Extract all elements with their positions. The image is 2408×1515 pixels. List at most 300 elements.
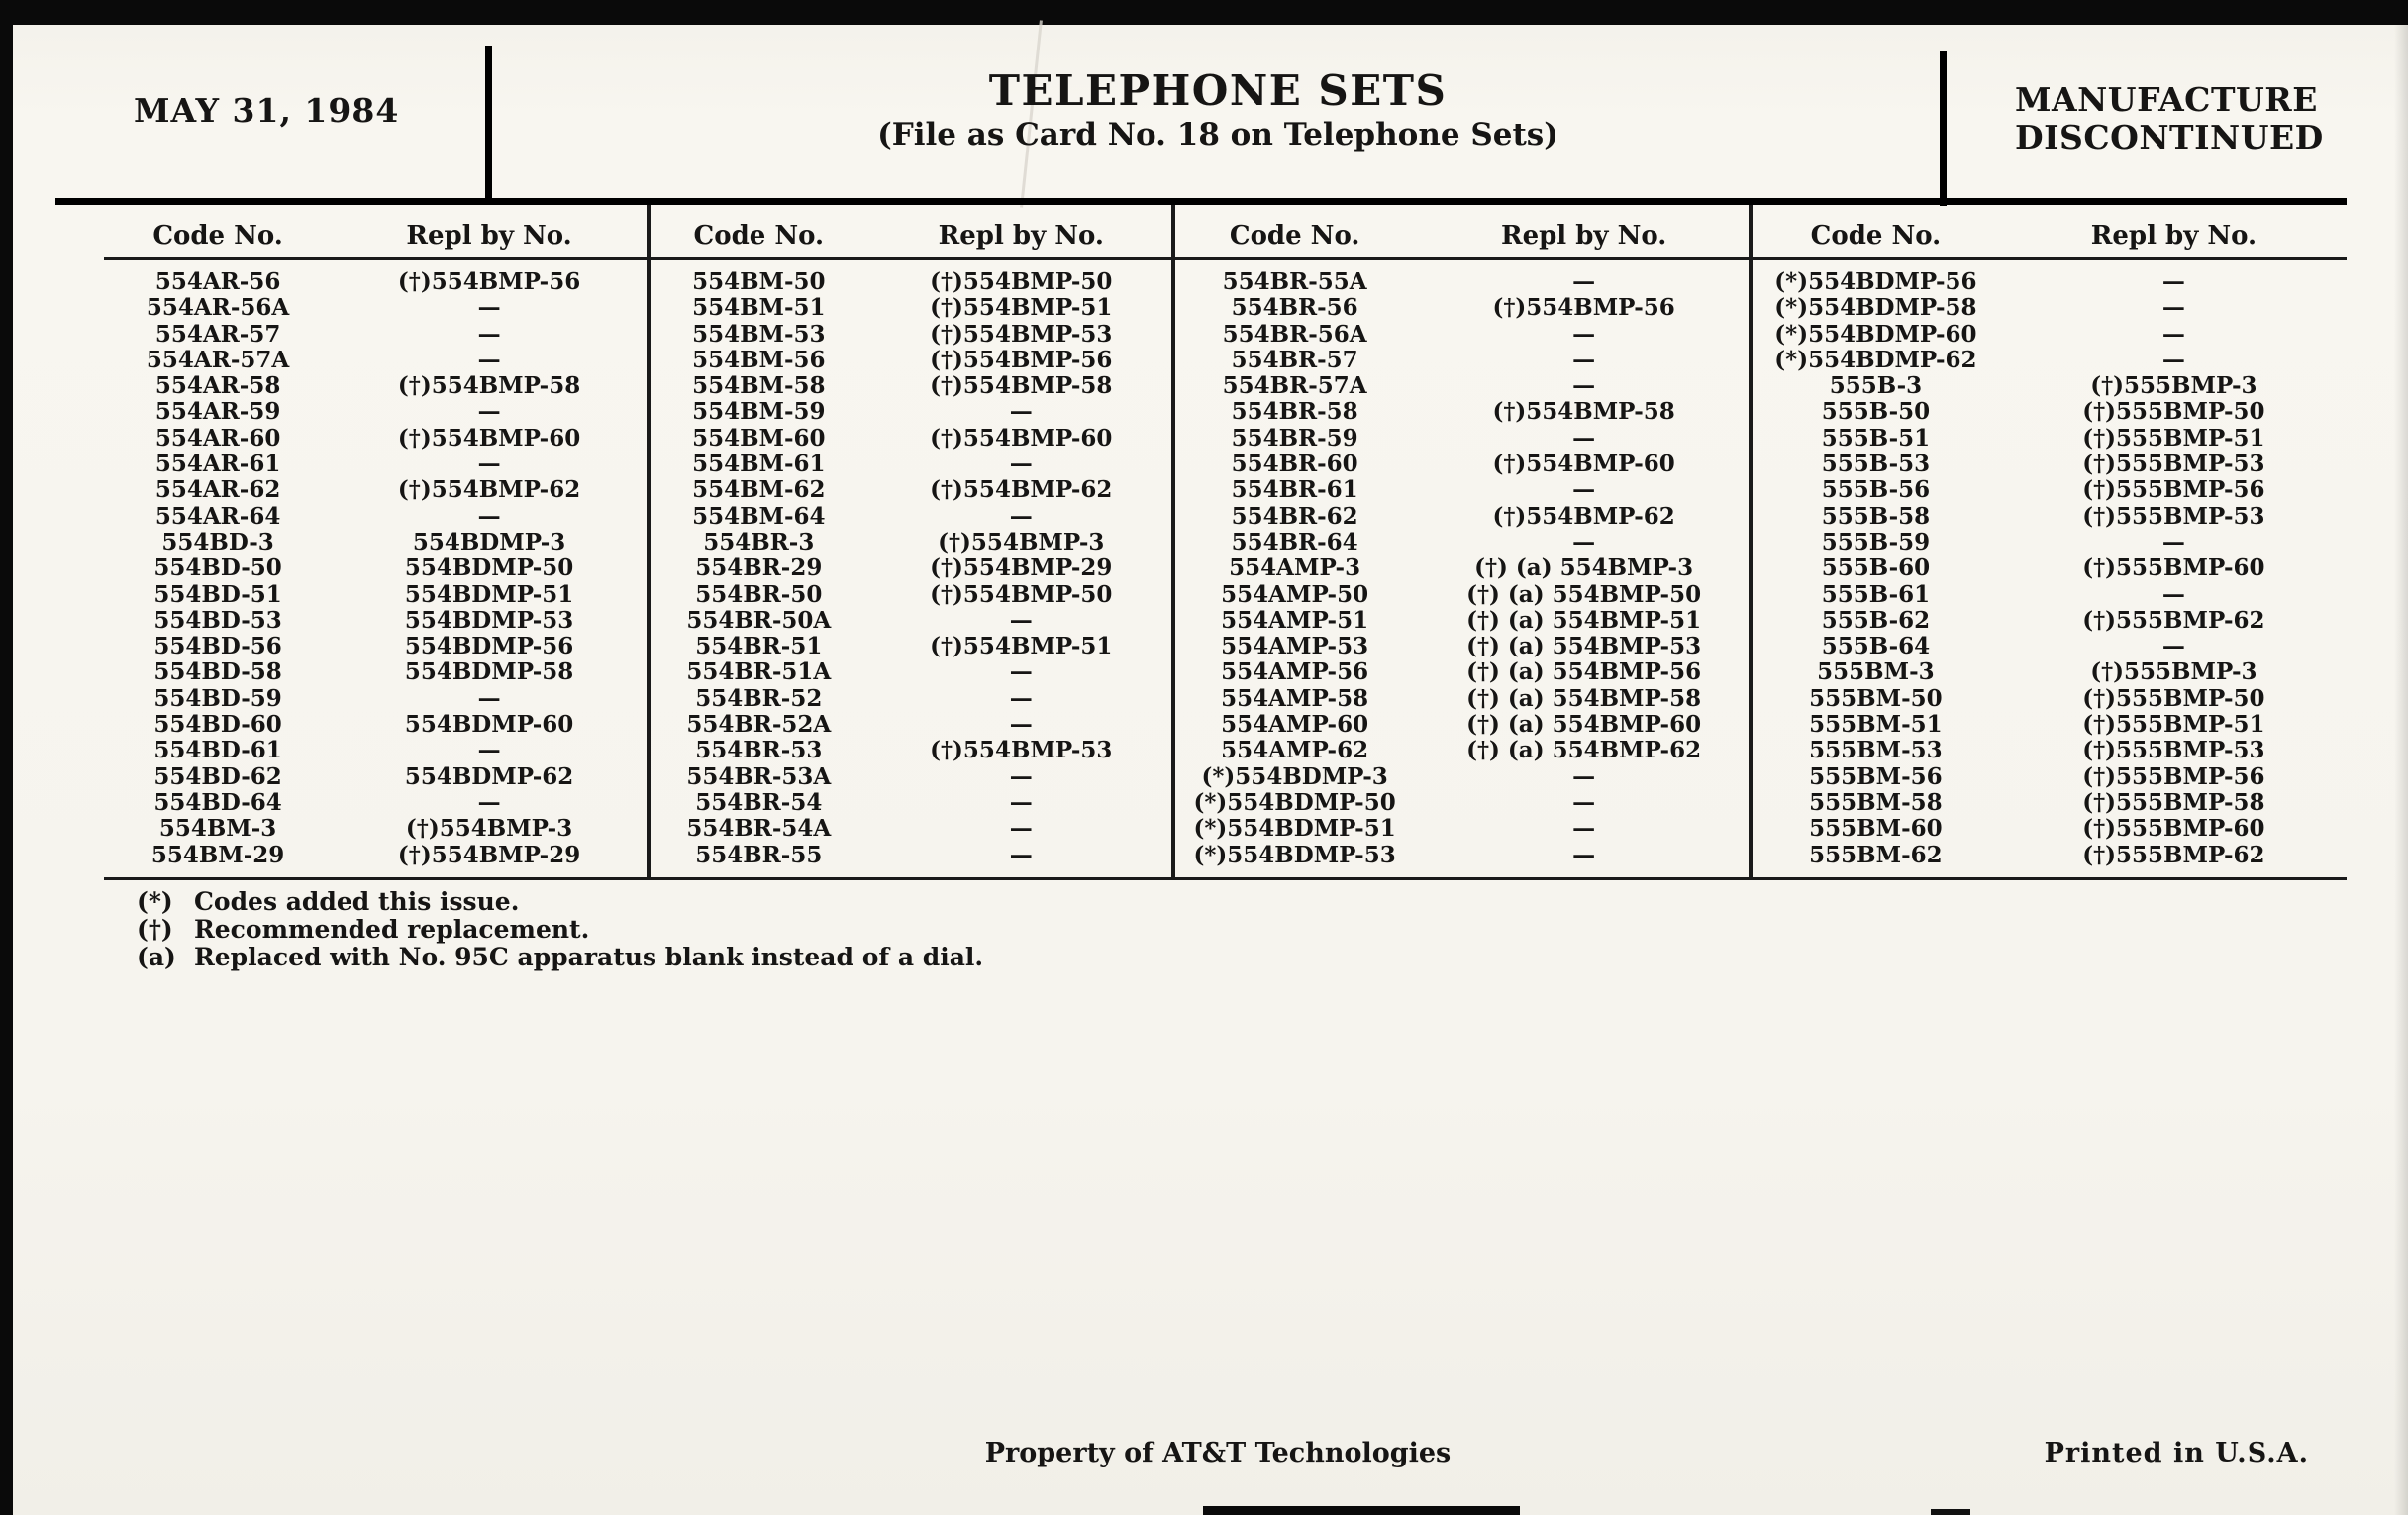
repl-cell: (†)554BMP-56: [1492, 294, 1675, 322]
status-line-2: DISCONTINUED: [2015, 117, 2324, 156]
table-row: [1751, 322, 2347, 348]
code-cell: 555BM-56: [1809, 762, 1943, 790]
code-cell: 554BD-56: [153, 633, 282, 660]
table-row: [649, 373, 1173, 399]
repl-cell: —: [477, 451, 501, 478]
code-cell: (*)554BDMP-53: [1193, 841, 1396, 868]
table-row: [1751, 452, 2347, 477]
table-row: [649, 556, 1173, 581]
repl-cell: 554BDMP-3: [412, 528, 566, 556]
repl-cell: —: [2161, 528, 2185, 556]
page-subtitle: (File as Card No. 18 on Telephone Sets): [877, 117, 1558, 153]
repl-cell: —: [2161, 580, 2185, 608]
table-row: [104, 582, 647, 608]
repl-cell: (†)555BMP-60: [2082, 815, 2265, 843]
code-cell: 554BM-56: [692, 346, 826, 373]
table-row: [1173, 764, 1752, 790]
code-cell: 555B-58: [1821, 502, 1931, 530]
code-cell: 555B-51: [1821, 424, 1931, 452]
table-row: [104, 843, 647, 868]
repl-cell: (†)554BMP-29: [930, 555, 1113, 582]
repl-cell: —: [1009, 502, 1033, 530]
repl-cell: —: [1009, 815, 1033, 843]
code-cell: 554AR-58: [154, 372, 281, 400]
table-row: [104, 426, 647, 452]
code-cell: 555B-64: [1821, 633, 1931, 660]
code-cell: 554AMP-58: [1221, 684, 1369, 712]
repl-cell: (†)554BMP-62: [930, 476, 1113, 504]
table-row: [1173, 843, 1752, 868]
repl-cell: —: [1572, 841, 1596, 868]
code-cell: 554AR-57: [154, 320, 281, 348]
repl-cell: (†) (a) 554BMP-3: [1474, 555, 1694, 582]
code-cell: 554BR-53A: [686, 762, 832, 790]
footnote-marker: (a): [137, 943, 176, 971]
table-row: [1751, 477, 2347, 503]
code-cell: 554BR-57A: [1222, 372, 1367, 400]
repl-cell: 554BDMP-50: [404, 555, 574, 582]
repl-cell: (†) (a) 554BMP-51: [1466, 606, 1702, 634]
repl-cell: —: [1572, 788, 1596, 816]
code-cell: 554AMP-56: [1221, 658, 1369, 686]
code-cell: 554BR-56A: [1222, 320, 1367, 348]
repl-cell: (†)554BMP-51: [930, 633, 1113, 660]
code-cell: 554AMP-3: [1229, 555, 1361, 582]
table-row: [104, 477, 647, 503]
code-cell: 554BM-29: [150, 841, 285, 868]
repl-cell: (†)555BMP-53: [2082, 451, 2265, 478]
repl-cell: (†)555BMP-3: [2090, 372, 2258, 400]
repl-cell: (†)554BMP-53: [930, 737, 1113, 764]
footnotes: [137, 888, 983, 971]
repl-cell: (†)554BMP-3: [938, 528, 1105, 556]
code-cell: 554BR-29: [695, 555, 823, 582]
status-line-1: MANUFACTURE: [2015, 80, 2318, 119]
table-row: [104, 322, 647, 348]
table-row: [1751, 269, 2347, 295]
table-row: [1751, 348, 2347, 373]
code-cell: 554BD-60: [153, 711, 282, 739]
table-row: [1751, 634, 2347, 659]
repl-cell: (†)554BMP-62: [1492, 502, 1675, 530]
table-row: [1751, 816, 2347, 842]
table-row: [1751, 582, 2347, 608]
table-row: [1173, 269, 1752, 295]
code-cell: 554BR-55A: [1222, 268, 1367, 295]
table-row: [104, 452, 647, 477]
code-cell: (*)554BDMP-62: [1774, 346, 1977, 373]
table-group-body: [1751, 269, 2347, 868]
repl-cell: (†) (a) 554BMP-58: [1466, 684, 1702, 712]
code-cell: 554BM-3: [158, 815, 277, 843]
table-group-body: [649, 269, 1173, 868]
table-group-header: [104, 214, 647, 257]
code-cell: (*)554BDMP-56: [1774, 268, 1977, 295]
table-row: [104, 738, 647, 763]
table-row: [104, 816, 647, 842]
repl-cell: (†)555BMP-50: [2082, 684, 2265, 712]
repl-cell: (†)554BMP-51: [930, 294, 1113, 322]
repl-cell: (†)554BMP-62: [397, 476, 581, 504]
header-divider-right: [1940, 51, 1947, 206]
repl-cell: (†)555BMP-60: [2082, 555, 2265, 582]
table-row: [649, 477, 1173, 503]
repl-cell: —: [1572, 346, 1596, 373]
code-cell: 554BM-53: [692, 320, 826, 348]
repl-cell: —: [1009, 451, 1033, 478]
table-row: [649, 712, 1173, 738]
code-cell: 554BM-50: [692, 268, 826, 295]
repl-cell: —: [477, 294, 501, 322]
table-row: [1751, 738, 2347, 763]
repl-cell: (†)554BMP-60: [930, 424, 1113, 452]
table-row: [1173, 659, 1752, 685]
repl-by-no-header: Repl by No.: [406, 221, 572, 251]
table-row: [1173, 582, 1752, 608]
footnote-line: [137, 916, 983, 944]
header-divider-left: [485, 46, 492, 202]
repl-cell: 554BDMP-56: [404, 633, 574, 660]
code-cell: (*)554BDMP-51: [1193, 815, 1396, 843]
scan-edge-right: [2394, 0, 2408, 1515]
code-cell: 555B-53: [1821, 451, 1931, 478]
footnote-text: Codes added this issue.: [194, 887, 520, 916]
repl-cell: —: [2161, 633, 2185, 660]
repl-cell: —: [477, 737, 501, 764]
repl-cell: (†)555BMP-50: [2082, 398, 2265, 426]
repl-cell: —: [477, 346, 501, 373]
table-row: [1751, 295, 2347, 321]
repl-cell: (†) (a) 554BMP-60: [1466, 711, 1702, 739]
code-cell: 554BR-55: [695, 841, 823, 868]
table-row: [649, 659, 1173, 685]
repl-cell: (†)554BMP-29: [397, 841, 581, 868]
header-rule: [55, 198, 2347, 205]
repl-cell: —: [2161, 320, 2185, 348]
table-row: [1173, 452, 1752, 477]
footnote-marker: (*): [137, 887, 173, 916]
code-cell: 555BM-62: [1809, 841, 1943, 868]
table-row: [104, 269, 647, 295]
code-cell: 554BD-50: [153, 555, 282, 582]
table-row: [649, 322, 1173, 348]
repl-cell: —: [477, 788, 501, 816]
table-row: [1173, 712, 1752, 738]
printed-in-usa: Printed in U.S.A.: [2044, 1438, 2309, 1468]
code-cell: 555B-62: [1821, 606, 1931, 634]
repl-cell: (†) (a) 554BMP-62: [1466, 737, 1702, 764]
code-cell: 554BM-61: [692, 451, 826, 478]
table-row: [1173, 530, 1752, 556]
repl-cell: —: [1572, 424, 1596, 452]
table-group-header: [649, 214, 1173, 257]
status-block: [2015, 81, 2324, 156]
code-cell: (*)554BDMP-60: [1774, 320, 1977, 348]
table-group-1: [104, 214, 647, 879]
repl-cell: (†)554BMP-50: [930, 268, 1113, 295]
code-cell: 554BR-60: [1231, 451, 1358, 478]
table-row: [104, 504, 647, 530]
table-row: [649, 399, 1173, 425]
code-cell: 554BR-52A: [686, 711, 832, 739]
table-row: [649, 504, 1173, 530]
footnote-marker: (†): [137, 915, 173, 944]
table-row: [104, 530, 647, 556]
code-cell: 554BR-51A: [686, 658, 832, 686]
code-cell: 554BR-50: [695, 580, 823, 608]
scan-edge-left: [0, 0, 13, 1515]
table-row: [1751, 790, 2347, 816]
code-cell: 554BM-58: [692, 372, 826, 400]
table-row: [1751, 399, 2347, 425]
code-cell: 554BR-56: [1231, 294, 1358, 322]
repl-cell: (†)554BMP-53: [930, 320, 1113, 348]
code-cell: 555BM-53: [1809, 737, 1943, 764]
code-cell: 554BR-57: [1231, 346, 1358, 373]
replacement-table: [104, 214, 2347, 879]
table-row: [104, 790, 647, 816]
table-row: [1173, 790, 1752, 816]
code-cell: 554AMP-60: [1221, 711, 1369, 739]
repl-cell: (†)555BMP-51: [2082, 424, 2265, 452]
table-row: [1173, 295, 1752, 321]
code-cell: 554BR-61: [1231, 476, 1358, 504]
table-group-header: [1173, 214, 1752, 257]
code-no-header: Code No.: [1229, 221, 1360, 251]
table-row: [104, 373, 647, 399]
table-row: [649, 269, 1173, 295]
code-cell: 554BR-51: [695, 633, 823, 660]
repl-cell: —: [2161, 294, 2185, 322]
table-row: [1173, 322, 1752, 348]
repl-cell: (†)555BMP-3: [2090, 658, 2258, 686]
table-row: [1751, 504, 2347, 530]
code-cell: 555B-3: [1829, 372, 1923, 400]
code-cell: 554AMP-50: [1221, 580, 1369, 608]
table-row: [104, 399, 647, 425]
code-cell: 554BR-50A: [686, 606, 832, 634]
code-cell: 554BD-62: [153, 762, 282, 790]
code-cell: 554AMP-51: [1221, 606, 1369, 634]
repl-cell: (†)554BMP-3: [405, 815, 573, 843]
repl-cell: —: [477, 398, 501, 426]
code-cell: 554BR-58: [1231, 398, 1358, 426]
repl-cell: 554BDMP-60: [404, 711, 574, 739]
table-row: [649, 426, 1173, 452]
table-row: [1751, 556, 2347, 581]
table-row: [1751, 712, 2347, 738]
code-cell: 554AR-56: [154, 268, 281, 295]
table-row: [104, 556, 647, 581]
table-row: [1173, 816, 1752, 842]
repl-cell: (†) (a) 554BMP-53: [1466, 633, 1702, 660]
footnote-line: [137, 944, 983, 971]
repl-cell: —: [477, 320, 501, 348]
code-cell: 554BR-52: [695, 684, 823, 712]
table-row: [1173, 556, 1752, 581]
repl-cell: (†)555BMP-56: [2082, 762, 2265, 790]
repl-cell: —: [477, 502, 501, 530]
code-cell: 555B-60: [1821, 555, 1931, 582]
table-row: [1173, 399, 1752, 425]
code-cell: 554BD-59: [153, 684, 282, 712]
table-row: [1173, 504, 1752, 530]
code-cell: 554BR-3: [703, 528, 815, 556]
code-cell: 554AR-60: [154, 424, 281, 452]
table-group-body: [1173, 269, 1752, 868]
table-row: [1751, 530, 2347, 556]
code-cell: 554BD-3: [161, 528, 274, 556]
repl-cell: —: [1009, 606, 1033, 634]
repl-cell: —: [1572, 762, 1596, 790]
table-row: [649, 686, 1173, 712]
repl-cell: —: [1572, 528, 1596, 556]
code-cell: 554BM-51: [692, 294, 826, 322]
table-row: [1751, 608, 2347, 634]
code-cell: 554BR-62: [1231, 502, 1358, 530]
table-row: [649, 843, 1173, 868]
table-row: [104, 608, 647, 634]
code-no-header: Code No.: [1810, 221, 1942, 251]
repl-cell: 554BDMP-58: [404, 658, 574, 686]
repl-cell: (†)554BMP-58: [930, 372, 1113, 400]
table-row: [649, 634, 1173, 659]
code-cell: 554BD-58: [153, 658, 282, 686]
code-cell: (*)554BDMP-50: [1193, 788, 1396, 816]
table-row: [649, 790, 1173, 816]
table-row: [104, 659, 647, 685]
page-title: TELEPHONE SETS: [988, 66, 1448, 115]
table-row: [1173, 738, 1752, 763]
table-row: [649, 452, 1173, 477]
table-row: [104, 712, 647, 738]
code-cell: 555BM-58: [1809, 788, 1943, 816]
code-no-header: Code No.: [152, 221, 283, 251]
table-row: [1751, 659, 2347, 685]
table-row: [1751, 426, 2347, 452]
repl-cell: (†)554BMP-60: [1492, 451, 1675, 478]
code-cell: 555BM-60: [1809, 815, 1943, 843]
table-row: [649, 295, 1173, 321]
repl-cell: 554BDMP-62: [404, 762, 574, 790]
scan-edge-top: [0, 0, 2408, 25]
code-cell: 554AR-59: [154, 398, 281, 426]
code-cell: 554BM-64: [692, 502, 826, 530]
repl-cell: —: [1009, 398, 1033, 426]
code-cell: 555BM-3: [1817, 658, 1935, 686]
code-cell: 554BM-60: [692, 424, 826, 452]
table-row: [649, 530, 1173, 556]
code-cell: 554BD-61: [153, 737, 282, 764]
repl-by-no-header: Repl by No.: [938, 221, 1104, 251]
table-row: [1751, 686, 2347, 712]
table-group-3: [1173, 214, 1752, 879]
repl-cell: —: [1009, 841, 1033, 868]
table-row: [1751, 373, 2347, 399]
table-row: [649, 348, 1173, 373]
repl-cell: —: [1009, 658, 1033, 686]
repl-cell: (†)555BMP-62: [2082, 606, 2265, 634]
repl-cell: —: [1009, 711, 1033, 739]
code-cell: 554BR-59: [1231, 424, 1358, 452]
repl-cell: —: [1572, 372, 1596, 400]
card-date: MAY 31, 1984: [134, 91, 400, 130]
repl-cell: (†)555BMP-53: [2082, 502, 2265, 530]
footnote-text: Replaced with No. 95C apparatus blank instead of a dial.: [194, 943, 984, 971]
code-cell: 554BD-51: [153, 580, 282, 608]
code-cell: 554AMP-62: [1221, 737, 1369, 764]
scan-edge-bottom-mark: [1931, 1509, 1970, 1515]
code-cell: 555B-56: [1821, 476, 1931, 504]
table-row: [1173, 477, 1752, 503]
scan-edge-bottom: [1203, 1506, 1520, 1515]
repl-cell: —: [1572, 476, 1596, 504]
table-row: [104, 295, 647, 321]
table-row: [1751, 764, 2347, 790]
table-group-body: [104, 269, 647, 868]
repl-cell: (†)555BMP-58: [2082, 788, 2265, 816]
code-cell: 554AMP-53: [1221, 633, 1369, 660]
repl-cell: —: [2161, 268, 2185, 295]
repl-cell: (†)554BMP-58: [397, 372, 581, 400]
table-row: [649, 764, 1173, 790]
code-cell: 554BR-54: [695, 788, 823, 816]
repl-by-no-header: Repl by No.: [1500, 221, 1667, 251]
code-cell: 554AR-64: [154, 502, 281, 530]
table-row: [649, 816, 1173, 842]
table-group-2: [649, 214, 1173, 879]
code-no-header: Code No.: [693, 221, 825, 251]
repl-cell: (†)554BMP-50: [930, 580, 1113, 608]
repl-cell: —: [1009, 788, 1033, 816]
footnote-text: Recommended replacement.: [194, 915, 590, 944]
repl-cell: (†)554BMP-58: [1492, 398, 1675, 426]
repl-cell: —: [1009, 762, 1033, 790]
header-title-block: [554, 66, 1881, 153]
code-cell: (*)554BDMP-3: [1201, 762, 1388, 790]
repl-cell: (†)554BMP-56: [397, 268, 581, 295]
code-cell: 555B-61: [1821, 580, 1931, 608]
repl-cell: 554BDMP-51: [404, 580, 574, 608]
table-row: [104, 686, 647, 712]
code-cell: 554BR-54A: [686, 815, 832, 843]
table-row: [649, 582, 1173, 608]
table-row: [1751, 843, 2347, 868]
code-cell: 554BD-53: [153, 606, 282, 634]
repl-cell: —: [1009, 684, 1033, 712]
table-row: [1173, 608, 1752, 634]
repl-cell: —: [477, 684, 501, 712]
code-cell: 554AR-61: [154, 451, 281, 478]
repl-cell: (†)555BMP-62: [2082, 841, 2265, 868]
code-cell: 554BD-64: [153, 788, 282, 816]
repl-cell: —: [1572, 268, 1596, 295]
code-cell: 555BM-50: [1809, 684, 1943, 712]
code-cell: (*)554BDMP-58: [1774, 294, 1977, 322]
code-cell: 555B-50: [1821, 398, 1931, 426]
table-row: [1173, 373, 1752, 399]
repl-cell: (†)555BMP-53: [2082, 737, 2265, 764]
repl-cell: (†)554BMP-60: [397, 424, 581, 452]
repl-by-no-header: Repl by No.: [2090, 221, 2258, 251]
repl-cell: (†)555BMP-56: [2082, 476, 2265, 504]
table-row: [1173, 348, 1752, 373]
table-row: [1173, 634, 1752, 659]
table-row: [104, 764, 647, 790]
code-cell: 554AR-57A: [146, 346, 290, 373]
table-row: [1173, 426, 1752, 452]
table-group-4: [1751, 214, 2347, 879]
